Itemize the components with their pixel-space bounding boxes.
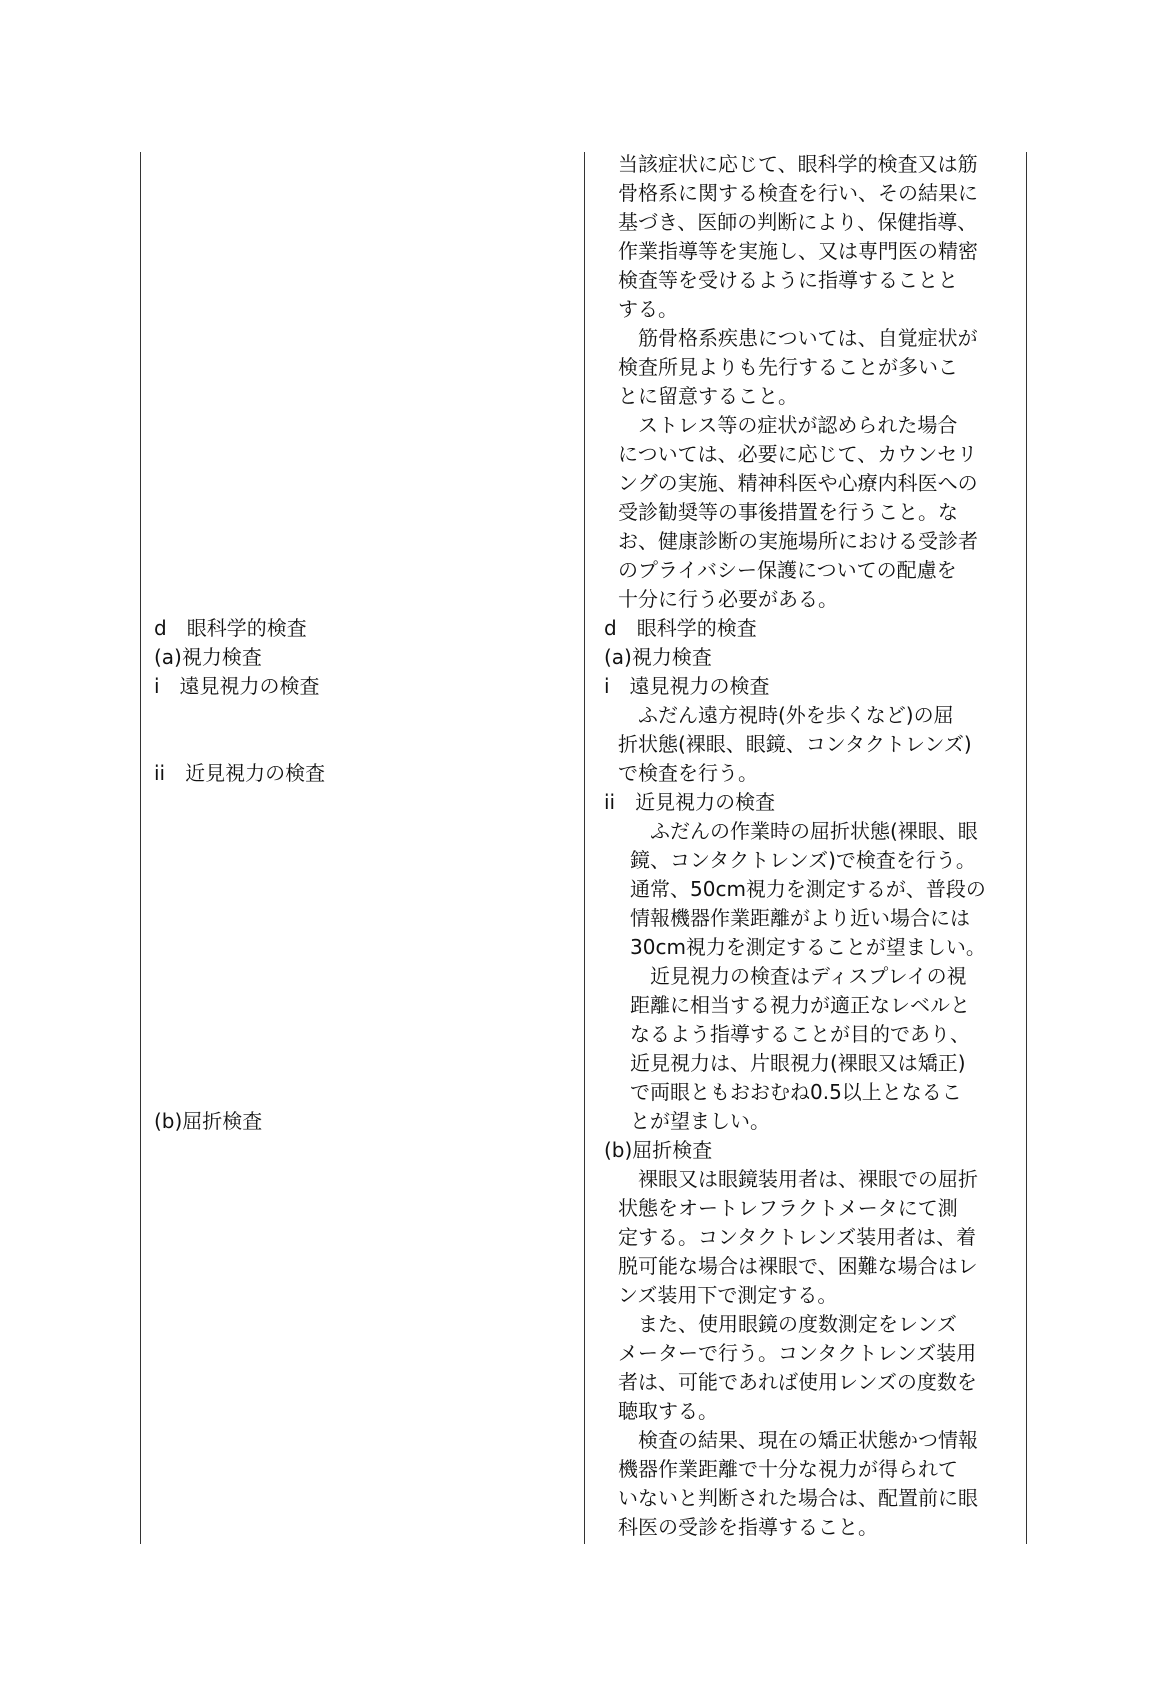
right-body-line: 鏡、コンタクトレンズ)で検査を行う。 [630, 848, 976, 872]
right-body-line: する。 [618, 297, 678, 321]
blank-line [154, 469, 574, 498]
right-body-line: で両眼ともおおむね0.5以上となるこ [630, 1080, 962, 1104]
blank-line [154, 991, 574, 1020]
right-body-line: お、健康診断の実施場所における受診者 [618, 529, 978, 553]
right-body-line: 近見視力の検査はディスプレイの視 [630, 964, 967, 988]
right-body-line: 裸眼又は眼鏡装用者は、裸眼での屈折 [618, 1167, 978, 1191]
blank-line [154, 440, 574, 469]
right-body-line: 作業指導等を実施し、又は専門医の精密 [618, 239, 978, 263]
blank-line [154, 817, 574, 846]
right-body-line: ングの実施、精神科医や心療内科医への [618, 471, 978, 495]
left-heading-line: ii 近見視力の検査 [154, 761, 326, 785]
right-body-line: 当該症状に応じて、眼科学的検査又は筋 [618, 152, 978, 176]
right-body-line: 科医の受診を指導すること。 [618, 1515, 878, 1539]
blank-line [154, 556, 574, 585]
right-body-line: 距離に相当する視力が適正なレベルと [630, 993, 970, 1017]
right-body-line: 定する。コンタクトレンズ装用者は、着 [618, 1225, 977, 1249]
blank-line [154, 846, 574, 875]
right-body-line: 聴取する。 [618, 1399, 718, 1423]
blank-line [154, 353, 574, 382]
right-body-line: 折状態(裸眼、眼鏡、コンタクトレンズ) [618, 732, 972, 756]
right-body-line: 機器作業距離で十分な視力が得られて [618, 1457, 958, 1481]
right-body-line: 受診勧奨等の事後措置を行うこと。な [618, 500, 958, 524]
blank-line [154, 527, 574, 556]
right-body-line: メーターで行う。コンタクトレンズ装用 [618, 1341, 977, 1365]
right-body-line: 十分に行う必要がある。 [618, 587, 838, 611]
blank-line [154, 730, 574, 759]
blank-line [154, 179, 574, 208]
blank-line [154, 788, 574, 817]
left-column-text [154, 150, 574, 1136]
right-body-line: 30cm視力を測定することが望ましい。 [630, 935, 986, 959]
blank-line [154, 1049, 574, 1078]
blank-line [154, 382, 574, 411]
table-border-right [1026, 152, 1027, 1544]
right-body-line: 検査所見よりも先行することが多いこ [618, 355, 958, 379]
blank-line [154, 1078, 574, 1107]
blank-line [154, 150, 574, 179]
right-heading-line: ii 近見視力の検査 [604, 790, 776, 814]
right-body-line: 検査等を受けるように指導することと [618, 268, 958, 292]
right-body-line: については、必要に応じて、カウンセリ [618, 442, 978, 466]
blank-line [154, 962, 574, 991]
blank-line [154, 266, 574, 295]
blank-line [154, 237, 574, 266]
blank-line [154, 701, 574, 730]
right-column-text [604, 150, 1020, 1542]
blank-line [154, 295, 574, 324]
right-body-line: 基づき、医師の判断により、保健指導、 [618, 210, 978, 234]
right-body-line: 検査の結果、現在の矯正状態かつ情報 [618, 1428, 978, 1452]
right-heading-line: i 遠見視力の検査 [604, 674, 770, 698]
right-body-line: 近見視力は、片眼視力(裸眼又は矯正) [630, 1051, 966, 1075]
right-body-line: 通常、50cm視力を測定するが、普段の [630, 877, 986, 901]
left-heading-line: (b)屈折検査 [154, 1109, 263, 1133]
right-body-line: とに留意すること。 [618, 384, 798, 408]
blank-line [154, 875, 574, 904]
right-body-line: ストレス等の症状が認められた場合 [618, 413, 958, 437]
right-heading-line: d 眼科学的検査 [604, 616, 757, 640]
blank-line [154, 324, 574, 353]
right-body-line: ふだんの作業時の屈折状態(裸眼、眼 [630, 819, 978, 843]
blank-line [154, 904, 574, 933]
table-border-left [140, 152, 141, 1544]
blank-line [154, 933, 574, 962]
left-heading-line: i 遠見視力の検査 [154, 674, 320, 698]
right-body-line: のプライバシー保護についての配慮を [618, 558, 957, 582]
blank-line [154, 498, 574, 527]
right-body-line: また、使用眼鏡の度数測定をレンズ [618, 1312, 957, 1336]
blank-line [154, 1020, 574, 1049]
left-heading-line: d 眼科学的検査 [154, 616, 307, 640]
right-heading-line: (a)視力検査 [604, 645, 712, 669]
right-body-line: とが望ましい。 [630, 1109, 770, 1133]
right-heading-line: (b)屈折検査 [604, 1138, 713, 1162]
blank-line [154, 411, 574, 440]
blank-line [154, 585, 574, 614]
right-body-line: なるよう指導することが目的であり、 [630, 1022, 970, 1046]
right-body-line: 骨格系に関する検査を行い、その結果に [618, 181, 978, 205]
right-body-line: 脱可能な場合は裸眼で、困難な場合はレ [618, 1254, 978, 1278]
blank-line [154, 208, 574, 237]
right-body-line: 筋骨格系疾患については、自覚症状が [618, 326, 978, 350]
right-body-line: 状態をオートレフラクトメータにて測 [618, 1196, 958, 1220]
table-column-divider [584, 152, 585, 1544]
right-body-line: で検査を行う。 [618, 761, 758, 785]
right-body-line: ンズ装用下で測定する。 [618, 1283, 838, 1307]
left-heading-line: (a)視力検査 [154, 645, 262, 669]
right-body-line: 者は、可能であれば使用レンズの度数を [618, 1370, 977, 1394]
right-body-line: 情報機器作業距離がより近い場合には [630, 906, 970, 930]
right-body-line: ふだん遠方視時(外を歩くなど)の屈 [618, 703, 954, 727]
right-body-line: いないと判断された場合は、配置前に眼 [618, 1486, 978, 1510]
